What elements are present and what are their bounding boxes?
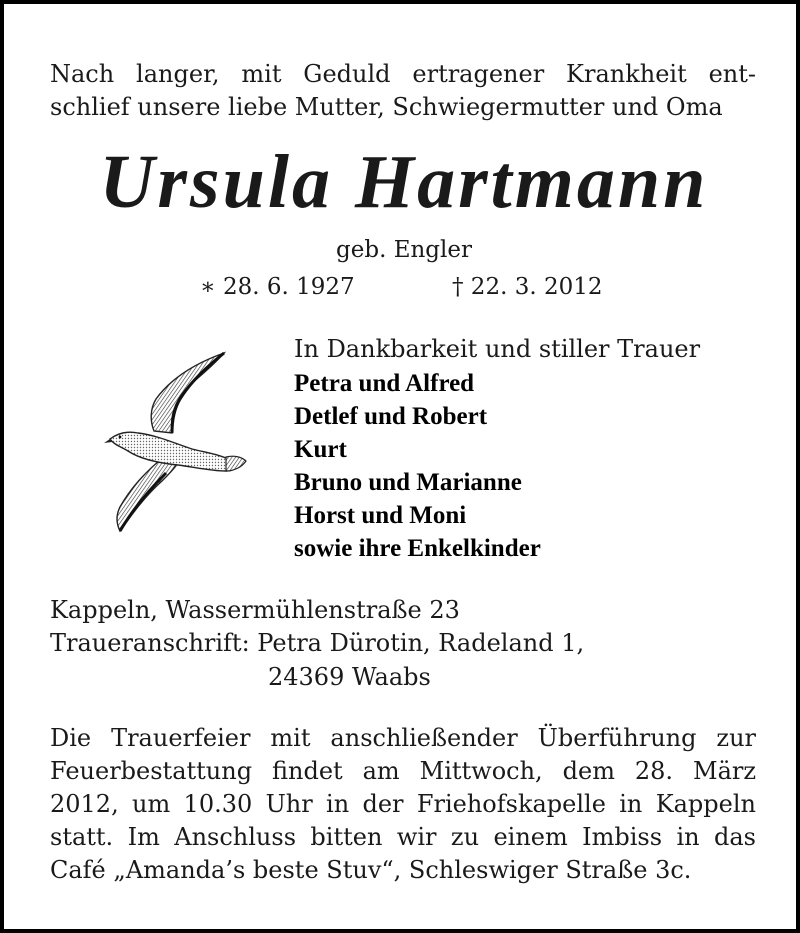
deceased-name: Ursula Hartmann: [99, 140, 709, 224]
ceremony-line: Die Trauerfeier mit anschließender Überführung zur: [50, 724, 756, 752]
ceremony-line: statt. Im Anschluss bitten wir zu einem Imbiss in das: [50, 823, 756, 851]
address-line: Traueranschrift: Petra Dürotin, Radeland 1,: [50, 629, 585, 657]
ceremony-line: Feuerbestattung findet am Mittwoch, dem 28. März: [50, 757, 756, 785]
mourner-name: Bruno und Marianne: [294, 469, 522, 496]
intro-line: schlief unsere liebe Mutter, Schwiegermutter und Oma: [50, 93, 723, 121]
ceremony-line: 2012, um 10.30 Uhr in der Friehofskapelle in Kappeln: [50, 790, 756, 818]
address-line: 24369 Waabs: [268, 663, 431, 691]
address-line: Kappeln, Wassermühlenstraße 23: [50, 596, 460, 624]
death-date: † 22. 3. 2012: [452, 274, 603, 300]
seagull-icon: [100, 347, 250, 537]
birth-date: ∗ 28. 6. 1927: [200, 274, 355, 300]
mourner-name: Horst und Moni: [294, 502, 467, 529]
thanks-line: In Dankbarkeit und stiller Trauer: [294, 335, 701, 363]
mourner-name: Kurt: [294, 436, 347, 463]
maiden-name: geb. Engler: [336, 237, 472, 263]
intro-line: Nach langer, mit Geduld ertragener Krankheit ent-: [50, 60, 756, 88]
mourner-name: sowie ihre Enkelkinder: [294, 535, 541, 562]
ceremony-line: Café „Amanda’s beste Stuv“, Schleswiger Straße 3c.: [50, 856, 692, 884]
mourner-name: Detlef und Robert: [294, 403, 488, 430]
mourner-name: Petra und Alfred: [294, 370, 475, 397]
